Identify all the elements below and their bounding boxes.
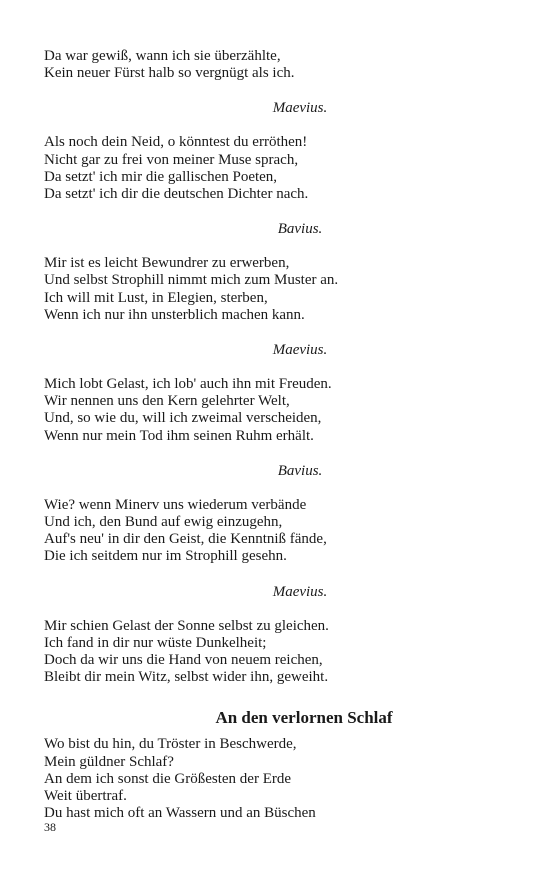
page-number: 38 [44,820,56,834]
stanza-5 [44,497,514,566]
speaker-maevius: Maevius. [272,100,328,117]
verse-line: Da setzt' ich dir die deutschen Dichter nach. [44,186,309,203]
verse-line: Und selbst Strophill nimmt mich zum Muster an. [44,272,339,289]
page-content [44,48,514,822]
verse-line: Auf's neu' in dir den Geist, die Kenntniß fände, [44,531,327,548]
verse-line: Mein güldner Schlaf? [44,753,174,770]
verse-line: Wenn ich nur ihn unsterblich machen kann. [44,306,305,323]
poem-title: An den verlornen Schlaf [215,708,393,728]
verse-line: Ich fand in dir nur wüste Dunkelheit; [44,634,267,651]
verse-line: Bleibt dir mein Witz, selbst wider ihn, geweiht. [44,669,329,686]
stanza-3 [44,255,514,324]
speaker-bavius: Bavius. [277,221,323,238]
verse-line: An dem ich sonst die Größesten der Erde [44,770,292,787]
stanza-7 [44,736,514,822]
verse-line: Du hast mich oft an Wassern und an Büschen [44,805,316,822]
verse-line: Wo bist du hin, du Tröster in Beschwerde, [44,736,297,753]
verse-line: Und, so wie du, will ich zweimal verscheiden, [44,410,322,427]
verse-line: Da war gewiß, wann ich sie überzählte, [44,48,281,64]
verse-line: Mir ist es leicht Bewundrer zu erwerben, [44,255,290,272]
verse-line: Kein neuer Fürst halb so vergnügt als ich. [44,65,295,82]
verse-line: Da setzt' ich mir die gallischen Poeten, [44,168,278,185]
speaker-maevius: Maevius. [272,583,328,600]
verse-line: Doch da wir uns die Hand von neuem reichen, [44,652,323,669]
stanza-4 [44,376,514,445]
speaker-bavius: Bavius. [277,462,323,479]
verse-line: Mich lobt Gelast, ich lob' auch ihn mit Freuden. [44,376,332,393]
verse-line: Als noch dein Neid, o könntest du erröthen! [44,134,308,151]
verse-line: Nicht gar zu frei von meiner Muse sprach, [44,151,299,168]
verse-line: Und ich, den Bund auf ewig einzugehn, [44,514,283,531]
verse-line: Wenn nur mein Tod ihm seinen Ruhm erhält. [44,427,314,444]
speaker-maevius: Maevius. [272,342,328,359]
verse-line: Die ich seitdem nur im Strophill gesehn. [44,548,287,565]
verse-line: Wie? wenn Minerv uns wiederum verbände [44,496,307,513]
stanza-2 [44,134,514,203]
stanza-6 [44,618,514,687]
verse-line: Ich will mit Lust, in Elegien, sterben, [44,289,268,306]
verse-line: Weit übertraf. [44,788,127,805]
verse-line: Mir schien Gelast der Sonne selbst zu gleichen. [44,617,329,634]
verse-line: Wir nennen uns den Kern gelehrter Welt, [44,393,290,410]
stanza-1 [44,48,514,82]
